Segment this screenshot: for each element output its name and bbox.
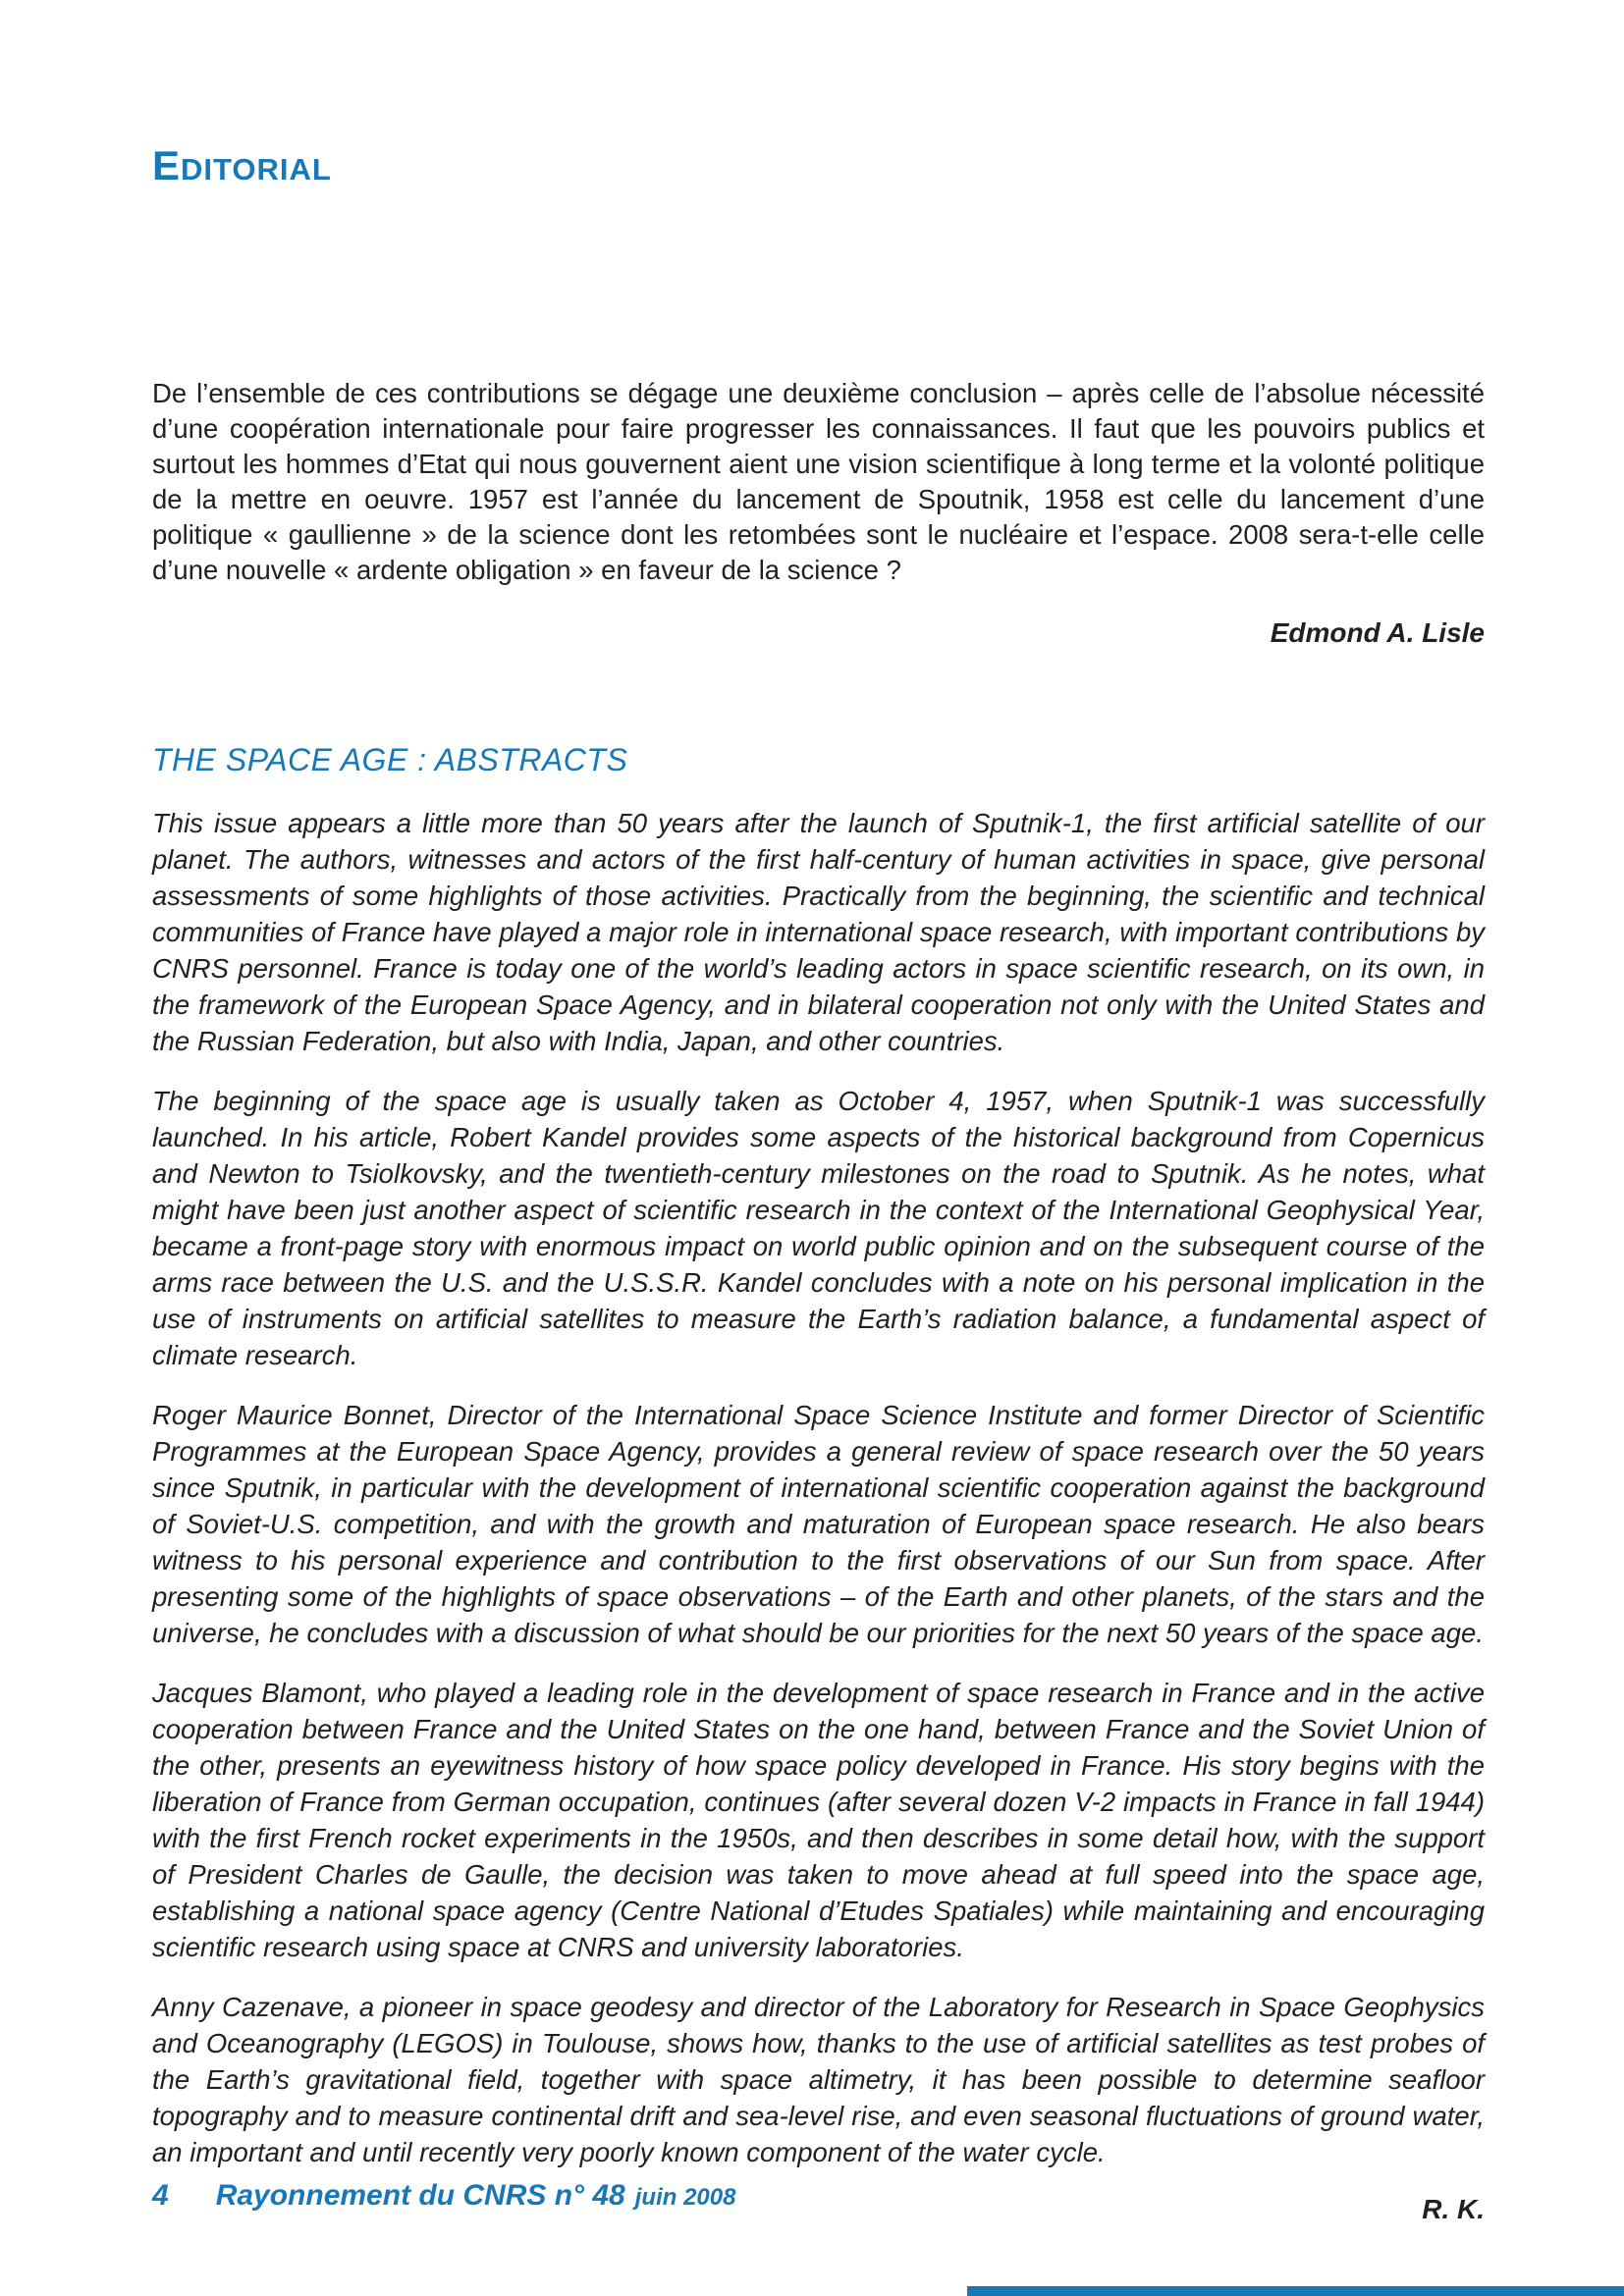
abstract-paragraph-5: Anny Cazenave, a pioneer in space geodesy and director of the Laboratory for Research in Space Geophysics and Oceanography (LEGOS) in Toulouse, shows how, thanks to the use of artificial satellites as test probes of the Earth’s gravitational field, together with space altimetry, it has been possible to determine seafloor topography and to measure continental drift and sea-level rise, and even seasonal fluctuations of ground water, an important and until recently very poorly known component of the water cycle. bbox=[152, 1992, 1485, 2168]
page-footer bbox=[152, 2179, 1485, 2213]
abstracts-signature: R. K. bbox=[1422, 2194, 1485, 2225]
bottom-accent-bar bbox=[967, 2286, 1624, 2296]
abstract-paragraph-2: The beginning of the space age is usually taken as October 4, 1957, when Sputnik-1 was successfully launched. In his article, Robert Kandel provides some aspects of the historical background from Copernicus and Newton to Tsiolkovsky, and the twentieth-century milestones on the road to Sputnik. As he notes, what might have been just another aspect of scientific research in the context of the International Geophysical Year, became a front-page story with enormous impact on world public opinion and on the subsequent course of the arms race between the U.S. and the U.S.S.R. Kandel concludes with a note on his personal implication in the use of instruments on artificial satellites to measure the Earth’s radiation balance, a fundamental aspect of climate research. bbox=[152, 1086, 1485, 1371]
page-title bbox=[152, 142, 332, 188]
abstract-paragraph-4: Jacques Blamont, who played a leading role in the development of space research in France and in the active cooperation between France and the United States on the one hand, between France and the Soviet Union of the other, presents an eyewitness history of how space policy developed in France. His story begins with the liberation of France from German occupation, continues (after several dozen V-2 impacts in France in fall 1944) with the first French rocket experiments in the 1950s, and then describes in some detail how, with the support of President Charles de Gaulle, the decision was taken to move ahead at full speed into the space age, establishing a national space agency (Centre National d’Etudes Spatiales) while maintaining and encouraging scientific research using space at CNRS and university laboratories. bbox=[152, 1678, 1485, 1963]
abstract-paragraph-3: Roger Maurice Bonnet, Director of the International Space Science Institute and former Director of Scientific Programmes at the European Space Agency, provides a general review of space research over the 50 years since Sputnik, in particular with the development of international scientific cooperation against the background of Soviet-U.S. competition, and with the growth and maturation of European space research. He also bears witness to his personal experience and contribution to the first observations of our Sun from space. After presenting some of the highlights of space observations – of the Earth and other planets, of the stars and the universe, he concludes with a discussion of what should be our priorities for the next 50 years of the space age. bbox=[152, 1400, 1485, 1649]
abstracts-heading: THE SPACE AGE : ABSTRACTS bbox=[152, 742, 628, 777]
footer-journal-title: Rayonnement du CNRS n° 48 bbox=[215, 2179, 625, 2212]
page-title-initial: E bbox=[152, 142, 182, 188]
editorial-signature: Edmond A. Lisle bbox=[1270, 617, 1485, 648]
footer-page-number: 4 bbox=[152, 2179, 169, 2212]
abstract-paragraph-1: This issue appears a little more than 50 years after the launch of Sputnik-1, the first artificial satellite of our planet. The authors, witnesses and actors of the first half-century of human activities in space, give personal assessments of some highlights of those activities. Practically from the beginning, the scientific and technical communities of France have played a major role in international space research, with important contributions by CNRS personnel. France is today one of the world’s leading actors in space scientific research, on its own, in the framework of the European Space Agency, and in bilateral cooperation not only with the United States and the Russian Federation, but also with India, Japan, and other countries. bbox=[152, 808, 1485, 1057]
page-content bbox=[152, 376, 1485, 2225]
editorial-paragraph: De l’ensemble de ces contributions se dégage une deuxième conclusion – après celle de l’absolue nécessité d’une coopération internationale pour faire progresser les connaissances. Il faut que les pouvoirs publics et surtout les hommes d’Etat qui nous gouvernent aient une vision scientifique à long terme et la volonté politique de la mettre en oeuvre. 1957 est l’année du lancement de Spoutnik, 1958 est celle du lancement d’une politique « gaullienne » de la science dont les retombées sont le nucléaire et l’espace. 2008 sera-t-elle celle d’une nouvelle « ardente obligation » en faveur de la science ? bbox=[152, 378, 1485, 585]
footer-issue-date: juin 2008 bbox=[634, 2184, 736, 2211]
page-title-rest: DITORIAL bbox=[181, 152, 332, 187]
